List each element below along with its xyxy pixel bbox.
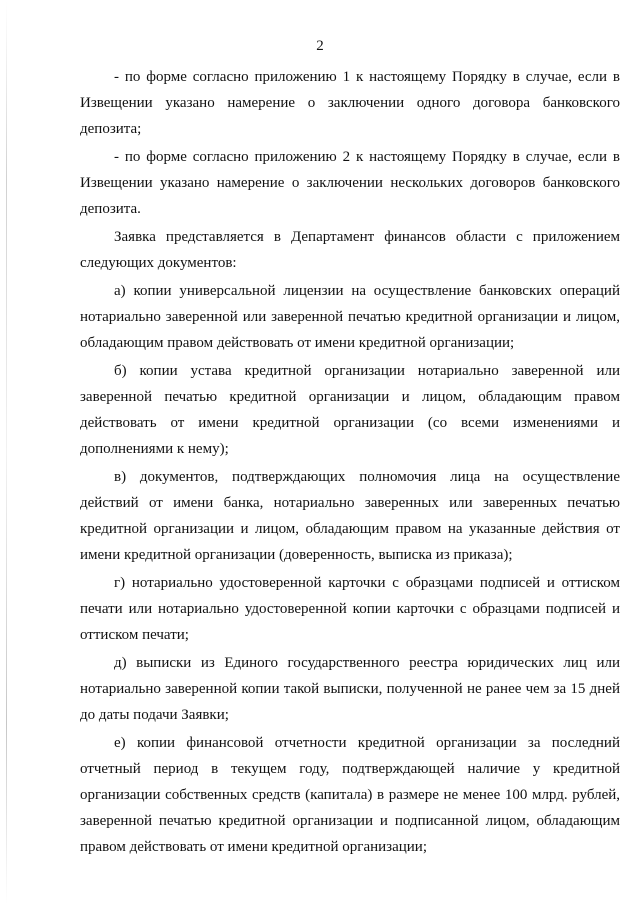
paragraph-application-intro: Заявка представляется в Департамент финансов области с приложением следующих документов: bbox=[80, 229, 620, 271]
document-body bbox=[80, 64, 620, 862]
list-item-g: г) нотариально удостоверенной карточки с образцами подписей и оттиском печати или нотариально удостоверенной копии карточки с образцами подписей и оттиском печати; bbox=[80, 575, 620, 643]
list-item-b: б) копии устава кредитной организации нотариально заверенной или заверенной печатью кредитной организации и лицом, обладающим правом действовать от имени кредитной организации (со всеми изменениями и дополнениями к нему); bbox=[80, 363, 620, 457]
list-item-d: д) выписки из Единого государственного реестра юридических лиц или нотариально заверенной копии такой выписки, полученной не ранее чем за 15 дней до даты подачи Заявки; bbox=[80, 655, 620, 723]
scan-edge-shadow bbox=[6, 0, 7, 905]
list-item-v: в) документов, подтверждающих полномочия лица на осуществление действий от имени банка, нотариально заверенных или заверенных печатью кредитной организации и лицом, обладающим правом на указанные действия от имени кредитной организации (доверенность, выписка из приказа); bbox=[80, 469, 620, 563]
page-number: 2 bbox=[316, 38, 324, 54]
paragraph-form-appendix-2: - по форме согласно приложению 2 к настоящему Порядку в случае, если в Извещении указано намерение о заключении нескольких договоров банковского депозита. bbox=[80, 149, 620, 217]
list-item-e: е) копии финансовой отчетности кредитной организации за последний отчетный период в текущем году, подтверждающей наличие у кредитной организации собственных средств (капитала) в размере не менее 100 млрд. рублей, заверенной печатью кредитной организации и подписанной лицом, обладающим правом действовать от имени кредитной организации; bbox=[80, 735, 620, 855]
list-item-a: а) копии универсальной лицензии на осуществление банковских операций нотариально заверенной или заверенной печатью кредитной организации и лицом, обладающим правом действовать от имени кредитной организации; bbox=[80, 283, 620, 351]
paragraph-form-appendix-1: - по форме согласно приложению 1 к настоящему Порядку в случае, если в Извещении указано намерение о заключении одного договора банковского депозита; bbox=[80, 69, 620, 137]
